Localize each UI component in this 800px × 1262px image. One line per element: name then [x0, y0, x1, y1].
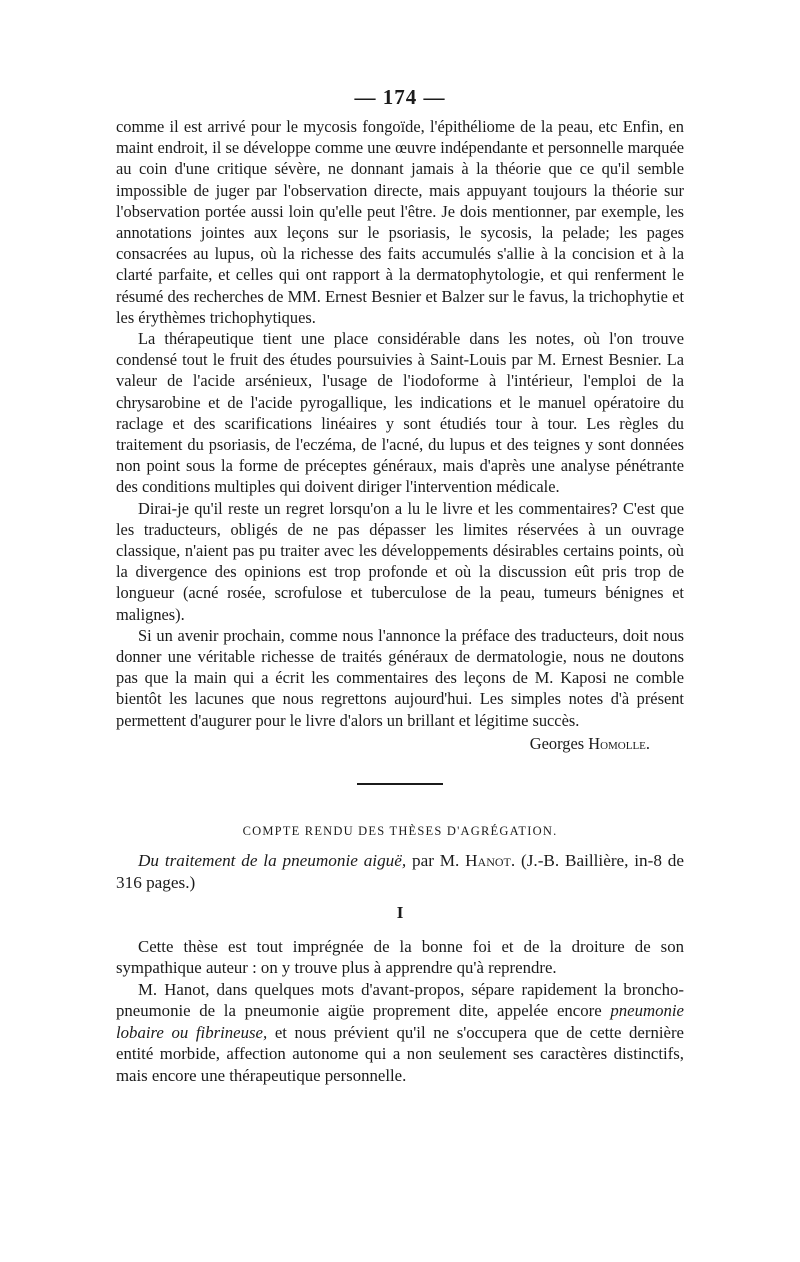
paragraph-hanot — [116, 979, 684, 1087]
section-number: I — [396, 902, 404, 922]
book-author: Hanot. — [465, 850, 516, 870]
section-divider — [357, 783, 443, 785]
hanot-text-end: et nous prévient qu'il ne s'occupera que de cette dernière entité morbide, affection autonome qui a non seulement ses caractères distinctifs, mais encore une thérapeutique personnelle. — [116, 1022, 685, 1085]
paragraph-mycosis: comme il est arrivé pour le mycosis fongoïde, l'épithéliome de la peau, etc Enfin, en maint endroit, il se développe comme une œuvre indépendante et personnelle marquée au coin d'une critique sévère, ne donnant jamais à la théorie que ce qu'il semble impossible de juger par l'observation directe, mais appuyant toujours la théorie sur l'observation portée aussi loin qu'elle peut l'être. Je dois mentionner, par exemple, les annotations jointes aux leçons sur le psoriasis, le sycosis, la pelade; les pages consacrées au lupus, où la richesse des faits accumulés s'allie à la concision et à la clarté parfaite, et celles qui ont rapport à la dermatophytologie, et qui renferment le résumé des recherches de MM. Ernest Besnier et Balzer sur le favus, la trichophytie et les érythèmes trichophytiques. — [116, 117, 684, 327]
paragraph-these: Cette thèse est tout imprégnée de la bonne foi et de la droiture de son sympathique auteur : on y trouve plus à apprendre qu'à reprendre. — [116, 936, 684, 978]
paragraph-regret: Dirai-je qu'il reste un regret lorsqu'on a lu le livre et les commentaires? C'est que les traducteurs, obligés de ne pas dépasser les limites réservées à un ouvrage classique, n'aient pas pu traiter avec les développements désirables certains points, où la divergence des opinions est trop profonde et où la discussion eût pris trop de longueur (acné rosée, scrofulose et tuberculose de la peau, tumeurs bénignes et malignes). — [116, 498, 684, 624]
book-title: Du traitement de la pneumonie aiguë, — [138, 850, 407, 870]
paragraph-avenir: Si un avenir prochain, comme nous l'annonce la préface des traducteurs, doit nous donner une véritable richesse de traités généraux de dermatologie, nous ne doutons pas que la main qui a écrit les commentaires des leçons de M. Kaposi ne comble bientôt les lacunes que nous regrettons aujourd'hui. Les simples notes d'à présent permettent d'augurer pour le livre d'alors un brillant et légitime succès. — [116, 625, 684, 730]
book-publisher: (J.-B. Baillière, in-8 de 316 pages.) — [116, 850, 684, 892]
book-reference — [116, 850, 684, 894]
page-number: — 174 — — [354, 85, 446, 109]
book-page — [116, 82, 684, 1086]
signature-first-name: Georges — [529, 733, 585, 753]
signature-last-name: Homolle. — [588, 733, 650, 753]
author-signature — [116, 733, 684, 755]
section-heading: COMPTE RENDU DES THÈSES D'AGRÉGATION. — [242, 823, 558, 838]
hanot-italic: pneumonie lobaire ou fibrineuse, — [116, 1001, 684, 1042]
hanot-text-start: M. Hanot, dans quelques mots d'avant-propos, sépare rapidement la broncho-pneumonie de la pneumonie aigüe proprement dite, appelée encore — [116, 979, 684, 1021]
book-by: par M. — [406, 850, 466, 870]
paragraph-therapeutique: La thérapeutique tient une place considérable dans les notes, où l'on trouve condensé tout le fruit des études poursuivies à Saint-Louis par M. Ernest Besnier. La valeur de l'acide arsénieux, l'usage de l'iodoforme à l'intérieur, l'emploi de la chrysarobine et de l'acide pyrogallique, les indications et le manuel opératoire du raclage et des scarifications linéaires y sont étudiés tour à tour. Les règles du traitement du psoriasis, de l'eczéma, de l'acné, du lupus et des teignes y sont données non point sous la forme de préceptes généraux, mais d'après une analyse pénétrante des conditions multiples qui doivent diriger l'intervention médicale. — [116, 329, 684, 497]
